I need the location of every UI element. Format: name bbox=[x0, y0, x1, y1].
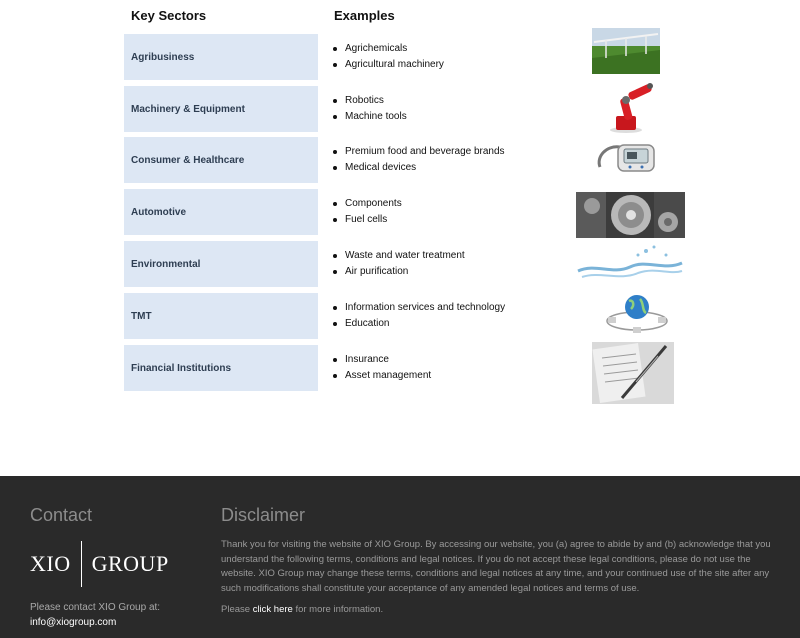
irrigation-field-image bbox=[592, 28, 660, 74]
examples-list bbox=[332, 196, 402, 228]
pen-on-documents-image bbox=[592, 342, 674, 404]
example-item: Agricultural machinery bbox=[332, 57, 444, 73]
examples-list bbox=[332, 300, 505, 332]
examples-list bbox=[332, 144, 505, 176]
contact-heading: Contact bbox=[30, 505, 93, 525]
example-item: Agrichemicals bbox=[332, 41, 444, 57]
example-item: Asset management bbox=[332, 368, 431, 384]
more-info-suffix: for more information. bbox=[292, 604, 384, 615]
more-info-line bbox=[221, 604, 383, 615]
sector-label: Consumer & Healthcare bbox=[131, 154, 245, 166]
sector-cell bbox=[124, 137, 318, 183]
disclaimer-text: Thank you for visiting the website of XIO Group. By accessing our website, you (a) agree to abide by and (b) acknowledge that you understand the following terms, conditions and legal notices. If you do not accept these legal conditions, please do not use the website. XIO Group may change these terms, conditions and legal notices at any time, and your continued use of the site after any such modifications shall constitute your acceptance of any amended legal notices and terms of use. bbox=[221, 539, 771, 594]
example-item: Insurance bbox=[332, 352, 431, 368]
sector-label: Machinery & Equipment bbox=[131, 103, 245, 115]
key-sectors-header: Key Sectors bbox=[131, 8, 207, 23]
engine-parts-image bbox=[576, 192, 685, 238]
sector-label: Financial Institutions bbox=[131, 362, 232, 374]
network-globe-image bbox=[602, 289, 672, 335]
sector-label: Automotive bbox=[131, 206, 186, 218]
xio-group-logo[interactable] bbox=[30, 540, 169, 588]
logo-word-left: XIO bbox=[30, 551, 71, 576]
logo-divider bbox=[81, 541, 82, 587]
sector-row bbox=[124, 34, 694, 80]
site-footer bbox=[0, 476, 800, 638]
robot-arm-image bbox=[604, 78, 664, 134]
examples-list bbox=[332, 352, 431, 384]
sector-row bbox=[124, 241, 694, 287]
sector-cell bbox=[124, 345, 318, 391]
examples-list bbox=[332, 93, 407, 125]
example-item: Fuel cells bbox=[332, 212, 402, 228]
blood-pressure-monitor-image bbox=[594, 137, 666, 179]
sector-label: Agribusiness bbox=[131, 51, 195, 63]
sector-cell bbox=[124, 86, 318, 132]
example-item: Information services and technology bbox=[332, 300, 505, 316]
click-here-link[interactable]: click here bbox=[252, 604, 293, 615]
sector-cell bbox=[124, 241, 318, 287]
example-item: Robotics bbox=[332, 93, 407, 109]
example-item: Machine tools bbox=[332, 109, 407, 125]
example-item: Waste and water treatment bbox=[332, 248, 465, 264]
more-info-prefix: Please bbox=[221, 604, 253, 615]
sector-label: Environmental bbox=[131, 258, 201, 270]
contact-email-link[interactable]: info@xiogroup.com bbox=[30, 617, 117, 628]
disclaimer-heading: Disclaimer bbox=[221, 505, 306, 525]
sector-row bbox=[124, 189, 694, 235]
examples-list bbox=[332, 41, 444, 73]
logo-word-right: GROUP bbox=[91, 551, 169, 576]
water-splash-image bbox=[576, 241, 685, 284]
example-item: Premium food and beverage brands bbox=[332, 144, 505, 160]
examples-list bbox=[332, 248, 465, 280]
sector-row bbox=[124, 86, 694, 132]
contact-text: Please contact XIO Group at: bbox=[30, 602, 161, 613]
example-item: Components bbox=[332, 196, 402, 212]
example-item: Air purification bbox=[332, 264, 465, 280]
sector-cell bbox=[124, 293, 318, 339]
sector-cell bbox=[124, 34, 318, 80]
example-item: Education bbox=[332, 316, 505, 332]
sector-label: TMT bbox=[131, 310, 152, 322]
sector-row bbox=[124, 293, 694, 339]
sector-row bbox=[124, 137, 694, 183]
sector-cell bbox=[124, 189, 318, 235]
example-item: Medical devices bbox=[332, 160, 505, 176]
sector-row bbox=[124, 345, 694, 391]
examples-header: Examples bbox=[334, 8, 395, 23]
